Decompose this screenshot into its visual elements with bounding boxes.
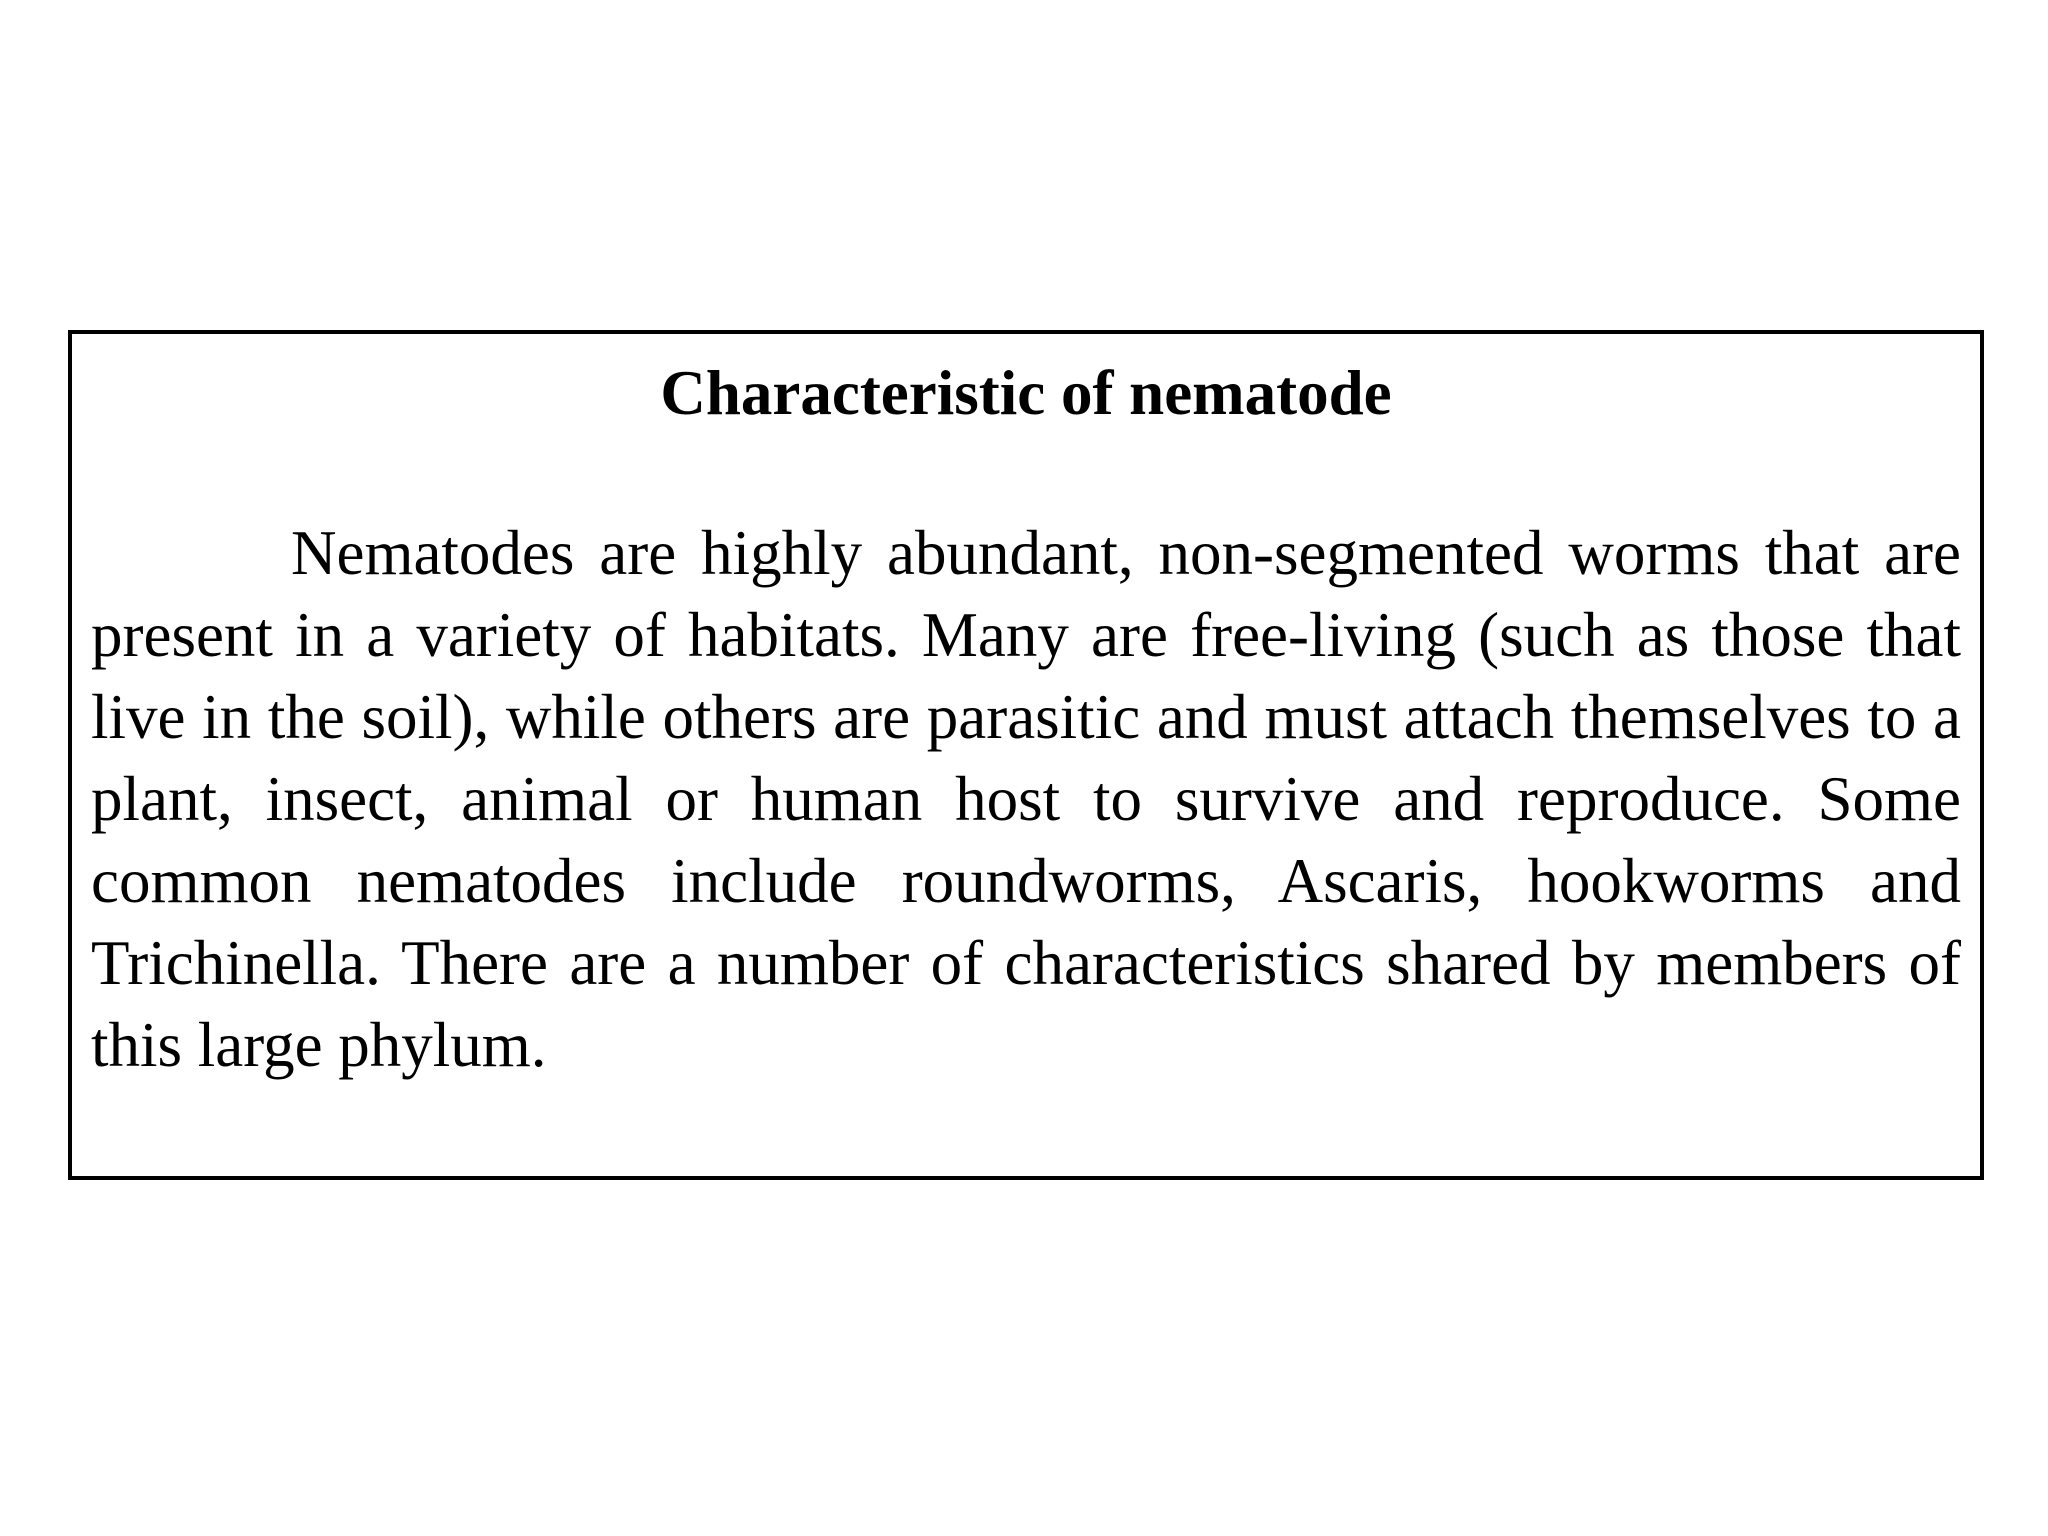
- document-title: Characteristic of nematode: [660, 358, 1392, 428]
- body-paragraph: Nematodes are highly abundant, non-segmented worms that are present in a variety of habitats. Many are free-living (such as those that live in the soil), while others are parasitic and must attach themselves to a plant, insect, animal or human host to survive and reproduce. Some common nematodes include roundworms, Ascaris, hookworms and Trichinella. There are a number of characteristics shared by members of this large phylum.: [91, 517, 1961, 1080]
- content-box: [68, 330, 1984, 1180]
